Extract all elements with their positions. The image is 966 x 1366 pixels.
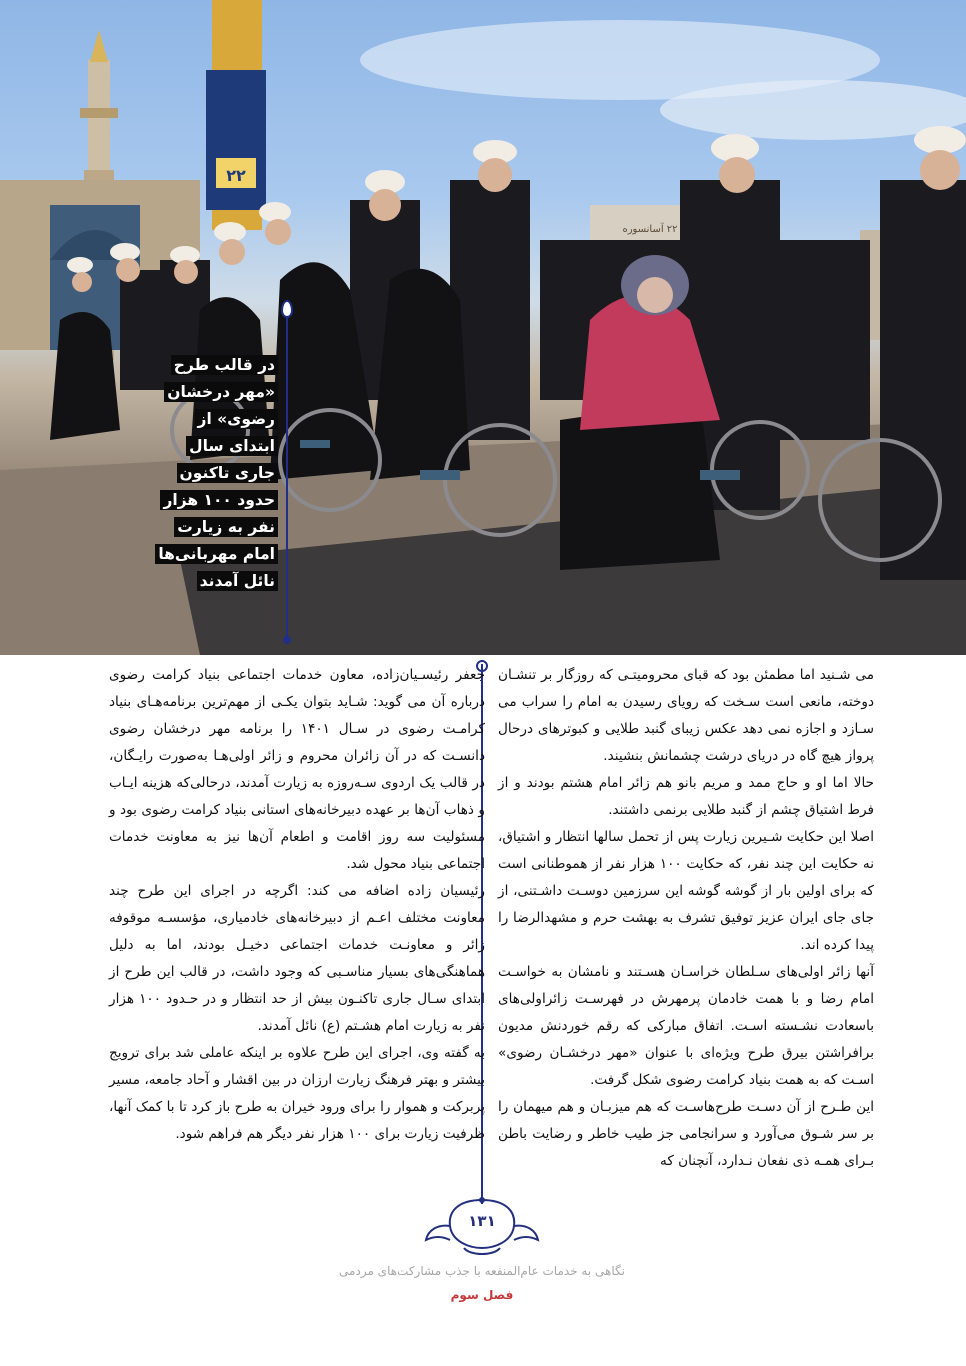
column-left	[109, 662, 485, 1148]
hero-photo	[0, 0, 966, 655]
paragraph: این طـرح از آن دسـت طرح‌هاسـت که هم میزبـان و هم میهمان را بر سر شـوق می‌آورد و سرانجامی جز طیب خاطر و رضایت باطن بـرای همـه ذی نفعان نـدارد، آنچنان که	[498, 1099, 874, 1169]
sign-text: ۲۲ آسانسوره	[622, 224, 678, 235]
paragraph: به گفته وی، اجرای این طرح علاوه بر اینکه عاملی شد برای ترویج بیشتر و بهتر فرهنگ زیارت ارزان در بین اقشار و آحاد جامعه، مسیر پربرکت و هموار را برای ورود خیران به طرح باز کرد تا با کمک آنها، ظرفیت زیارت برای ۱۰۰ هزار نفر دیگر هم فراهم شود.	[109, 1045, 485, 1142]
footer-title: نگاهی به خدمات عام‌المنفعه با جذب مشارکت‌های مردمی	[339, 1264, 625, 1278]
column-right	[498, 662, 874, 1175]
caption-line	[286, 300, 288, 642]
paragraph: رئیسیان زاده اضافه می کند: اگرچه در اجرای این طرح چند معاونت مختلف اعـم از دبیرخانه‌های خادمیاری، مؤسسـه موقوفه زائر و معاونـت خدمات اجتماعی دخیـل بودند، اما به دلیل هماهنگی‌های بسیار مناسـبی که وجود داشت، در قالب این طرح از ابتدای سـال جاری تاکنـون بیش از حد انتظار و در حـدود ۱۰۰ هزار نفر به زیارت امام هشـتم (ع) نائل آمدند.	[109, 883, 485, 1034]
paragraph: می شـنید اما مطمئن بود که قبای محرومیتـی که روزگار بر تنشـان دوخته، مانعی است سـخت که رویای رسیدن به امام را سراب می سـازد و اجازه نمی دهد عکس زیبای گنبد طلایی و کبوترهای درحال پرواز هیچ گاه در دریای درشت چشمانش بنشیند.	[498, 667, 874, 764]
paragraph: حالا اما او و حاج ممد و مریم بانو هم زائر امام هشتم بودند و از فرط اشتیاق چشم از گنبد طلایی برنمی داشتند.	[498, 775, 874, 818]
caption-ornament	[281, 300, 293, 318]
photo-caption	[150, 352, 278, 595]
page-number: ۱۳۱	[468, 1212, 496, 1230]
paragraph: آنها زائر اولی‌های سـلطان خراسـان هسـتند و نامشان به خواسـت امام رضا و با همت خادمان پرمهرش در فهرسـت زائراولی‌های باسعادت نشـسته اسـت. اتفاق مبارکی که رقم خوردنش مدیون برافراشتن بیرق طرح ویژه‌ای با عنوان «مهر درخشـان رضوی» اسـت که به همت بنیاد کرامت رضوی شکل گرفت.	[498, 964, 874, 1088]
footer-section: فصل سوم	[450, 1288, 514, 1302]
photo-caption-text: در قالب طرح «مهر درخشان رضوی» از ابتدای سال جاری تاکنون حدود ۱۰۰ هزار نفر به زیارت امام مهربانی‌ها نائل آمدند	[155, 355, 278, 591]
caption-line-end	[283, 636, 291, 644]
paragraph: اصلا این حکایت شـیرین زیارت پس از تحمل سالها انتظار و اشتیاق، نه حکایت این چند نفر، که حکایت ۱۰۰ هزار نفر از هموطنانی است که برای اولین بار از گوشه گوشه این سرزمین دوسـت داشـتنی، از جای جای ایران عزیز توفیق تشرف به بهشت حرم و مشهدالرضا را پیدا کرده اند.	[498, 829, 874, 953]
banner-number: ۲۲	[226, 166, 246, 185]
paragraph: جعفر رئیسـیان‌زاده، معاون خدمات اجتماعی بنیاد کرامت رضوی درباره آن می گوید: شـاید بتوان یکـی از مهم‌ترین برنامه‌هـای بنیاد کرامـت رضوی در سـال ۱۴۰۱ را برنامه مهر درخشان رضوی دانسـت که در آن زائران محروم و زائر اولی‌هـا به‌صورت رایـگان، در قالب یک اردوی سـه‌روزه به زیارت آمدند، درحالی‌که هزینه ایـاب و ذهاب آن‌ها بر عهده دبیرخانه‌های استانی بنیاد کرامت رضوی بود و مسئولیت سه روز اقامت و اطعام آن‌ها نیز به معاونت خدمات اجتماعی بنیاد محول شد.	[109, 667, 485, 872]
photo-illustration	[0, 0, 966, 655]
